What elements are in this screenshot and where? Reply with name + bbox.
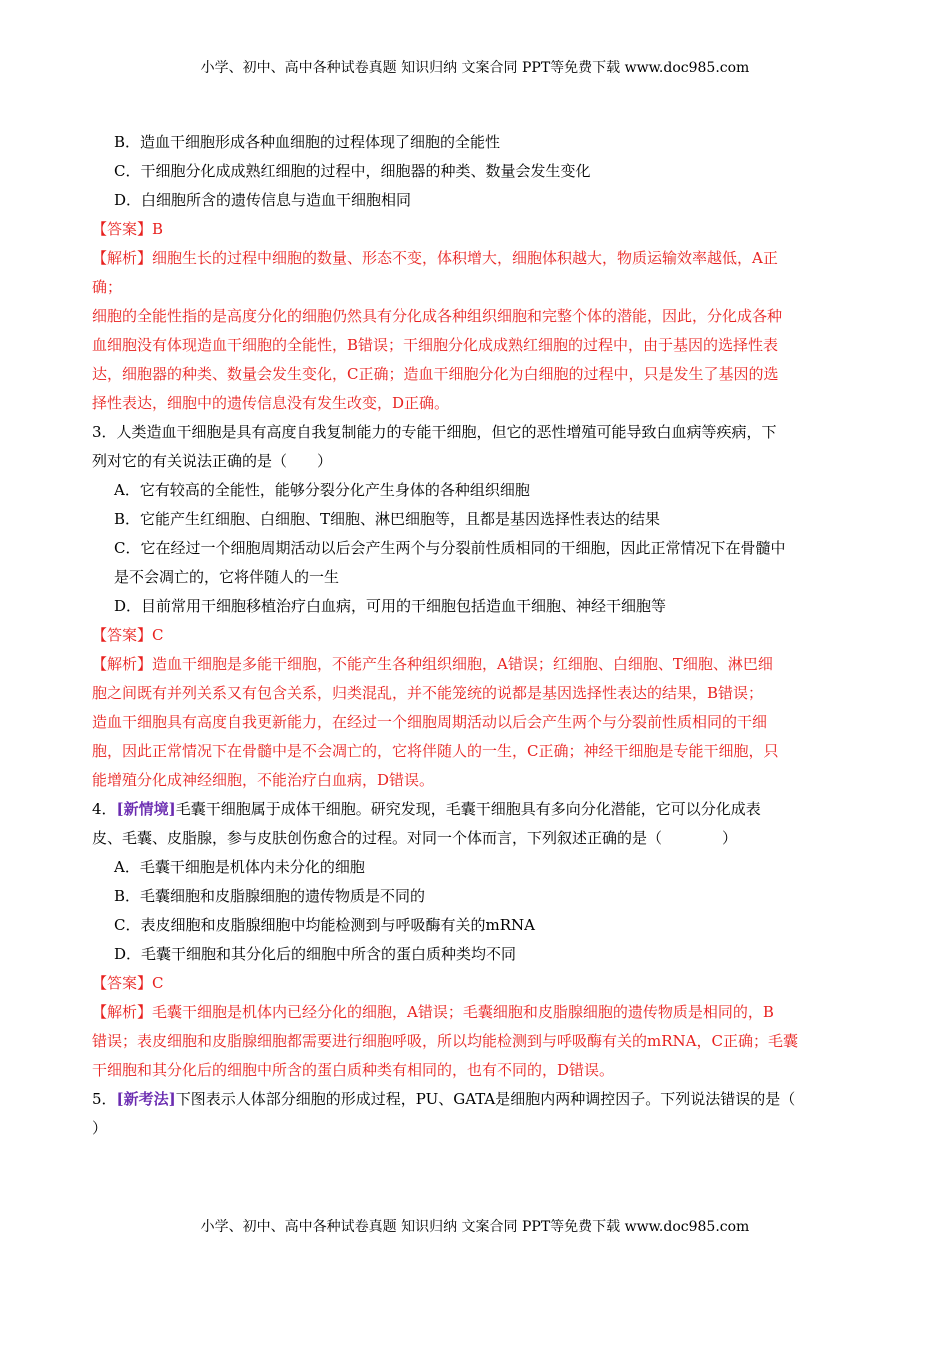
q4-stem-line-1: 4．[新情境]毛囊干细胞属于成体干细胞。研究发现，毛囊干细胞具有多向分化潜能，它可以分化成表 [92,800,761,818]
q3-stem-line-1: 3．人类造血干细胞是具有高度自我复制能力的专能干细胞，但它的恶性增殖可能导致白血病等疾病，下 [92,423,777,441]
analysis-line: 【解析】细胞生长的过程中细胞的数量、形态不变，体积增大，细胞体积越大，物质运输效率越低，A正 [92,249,778,267]
q3-option-a: A．它有较高的全能性，能够分裂分化产生身体的各种组织细胞 [114,481,530,499]
analysis-line: 血细胞没有体现造血干细胞的全能性，B错误；干细胞分化成成熟红细胞的过程中，由于基因的选择性表 [92,336,779,354]
analysis-line: 细胞的全能性指的是高度分化的细胞仍然具有分化成各种组织细胞和完整个体的潜能，因此，分化成各种 [92,307,783,325]
page-header: 小学、初中、高中各种试卷真题 知识归纳 文案合同 PPT等免费下载 www.doc985.com [200,60,750,76]
question-number: 5． [92,1090,117,1108]
q3-option-c-continued: 是不会凋亡的，它将伴随人的一生 [114,568,340,586]
analysis-line: 胞之间既有并列关系又有包含关系，归类混乱，并不能笼统的说都是基因选择性表达的结果，B错误； [92,684,764,702]
analysis-line: 错误；表皮细胞和皮脂腺细胞都需要进行细胞呼吸，所以均能检测到与呼吸酶有关的mRNA，C正确；毛囊 [92,1032,798,1050]
analysis-line: 达，细胞器的种类、数量会发生变化，C正确；造血干细胞分化为白细胞的过程中，只是发生了基因的选 [92,365,779,383]
analysis-tag: 【解析】 [92,249,153,267]
analysis-line: 【解析】造血干细胞是多能干细胞，不能产生各种组织细胞，A错误；红细胞、白细胞、T细胞、淋巴细 [92,655,773,673]
answer-value: B [152,220,164,238]
q5-stem-line-2: ） [92,1119,108,1137]
question-number: 4． [92,800,117,818]
q4-answer [92,969,862,998]
analysis-line: 能增殖分化成神经细胞，不能治疗白血病，D错误。 [92,771,435,789]
answer-tag: 【答案】 [92,974,153,992]
analysis-line: 干细胞和其分化后的细胞中所含的蛋白质种类有相同的，也有不同的，D错误。 [92,1061,615,1079]
q4-stem-line-2: 皮、毛囊、皮脂腺，参与皮肤创伤愈合的过程。对同一个体而言，下列叙述正确的是（ ） [92,829,738,847]
q2-analysis [92,244,862,418]
answer-tag: 【答案】 [92,626,153,644]
q3-option-c: C．它在经过一个细胞周期活动以后会产生两个与分裂前性质相同的干细胞，因此正常情况下在骨髓中 [114,539,786,557]
q4-option-c: C．表皮细胞和皮脂腺细胞中均能检测到与呼吸酶有关的mRNA [114,916,535,934]
analysis-tag: 【解析】 [92,1003,153,1021]
q3-stem-line-2: 列对它的有关说法正确的是（ ） [92,452,333,470]
q4-option-a: A．毛囊干细胞是机体内未分化的细胞 [114,858,365,876]
document-body [92,128,862,1143]
q3-analysis [92,650,862,795]
q3-option-b: B．它能产生红细胞、白细胞、T细胞、淋巴细胞等，且都是基因选择性表达的结果 [114,510,661,528]
q4-option-b: B．毛囊细胞和皮脂腺细胞的遗传物质是不同的 [114,887,426,905]
q4-option-d: D．毛囊干细胞和其分化后的细胞中所含的蛋白质种类均不同 [114,945,517,963]
analysis-line: 【解析】毛囊干细胞是机体内已经分化的细胞，A错误；毛囊细胞和皮脂腺细胞的遗传物质是相同的，B [92,1003,774,1021]
answer-value: C [152,974,164,992]
answer-tag: 【答案】 [92,220,153,238]
q4-analysis [92,998,862,1085]
page-footer: 小学、初中、高中各种试卷真题 知识归纳 文案合同 PPT等免费下载 www.doc985.com [200,1219,750,1235]
q2-option-d: D．白细胞所含的遗传信息与造血干细胞相同 [114,191,412,209]
q3-option-d: D．目前常用干细胞移植治疗白血病，可用的干细胞包括造血干细胞、神经干细胞等 [114,597,667,615]
q2-option-b: B．造血干细胞形成各种血细胞的过程体现了细胞的全能性 [114,133,501,151]
analysis-line: 确； [92,278,123,296]
new-method-tag: [新考法] [116,1090,176,1108]
q5-stem-line-1: 5．[新考法]下图表示人体部分细胞的形成过程，PU、GATA是细胞内两种调控因子。下列说法错误的是（ [92,1090,796,1108]
analysis-line: 胞，因此正常情况下在骨髓中是不会凋亡的，它将伴随人的一生，C正确；神经干细胞是专能干细胞，只 [92,742,779,760]
q2-option-c: C．干细胞分化成成熟红细胞的过程中，细胞器的种类、数量会发生变化 [114,162,591,180]
answer-value: C [152,626,164,644]
new-context-tag: [新情境] [116,800,176,818]
q3-answer [92,621,862,650]
analysis-tag: 【解析】 [92,655,153,673]
q2-answer [92,215,862,244]
analysis-line: 择性表达，细胞中的遗传信息没有发生改变，D正确。 [92,394,450,412]
analysis-line: 造血干细胞具有高度自我更新能力，在经过一个细胞周期活动以后会产生两个与分裂前性质相同的干细 [92,713,768,731]
